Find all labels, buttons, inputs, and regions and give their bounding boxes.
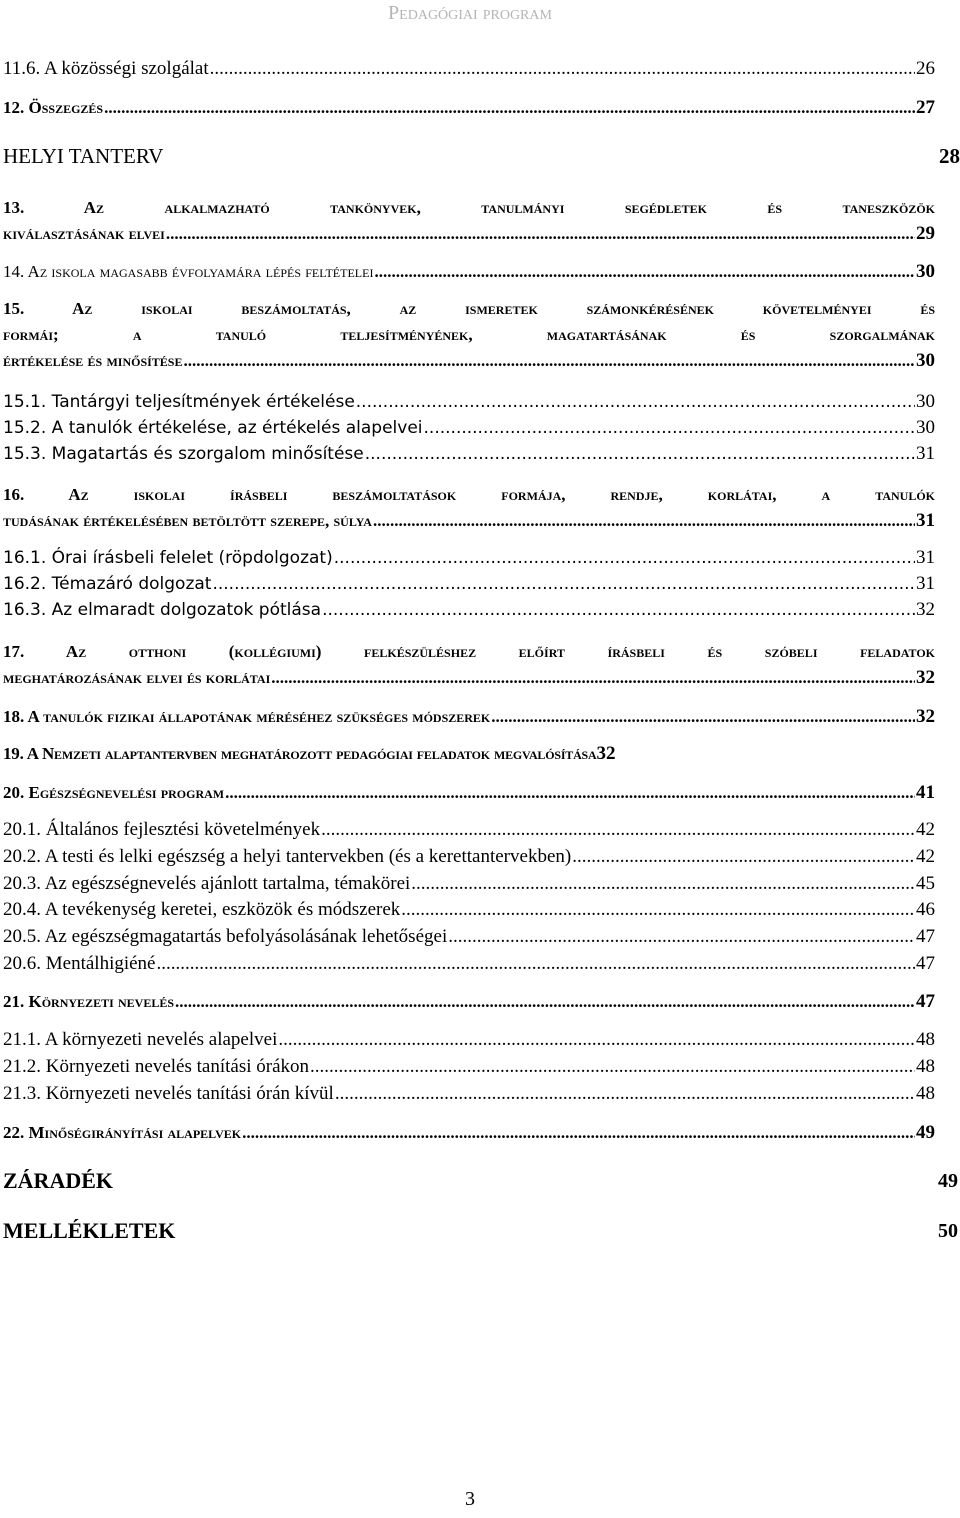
dot-leader	[491, 704, 915, 730]
toc-page: 41	[916, 782, 935, 803]
toc-page: 28	[939, 144, 960, 168]
page-number: 3	[465, 1488, 475, 1510]
toc-entry[interactable]	[3, 1218, 958, 1244]
toc-label-line: formái; a tanuló teljesítményének, magatartásának és szorgalmának	[3, 325, 935, 344]
toc-label: 21.1. A környezeti nevelés alapelvei	[3, 1029, 278, 1050]
toc-page: 30	[916, 417, 935, 438]
toc-entry[interactable]	[3, 924, 935, 950]
dot-leader	[334, 545, 915, 571]
toc-page: 30	[916, 350, 935, 371]
toc-entry[interactable]	[3, 259, 935, 285]
toc-entry[interactable]	[3, 1168, 958, 1194]
toc-page: 46	[916, 899, 935, 920]
toc-entry[interactable]	[3, 989, 935, 1015]
dot-leader	[373, 508, 915, 534]
toc-label: 11.6. A közösségi szolgálat	[3, 58, 209, 79]
toc-page: 32	[916, 667, 935, 688]
toc-page: 42	[916, 846, 935, 867]
toc-label: 20.1. Általános fejlesztési követelmények	[3, 819, 321, 840]
toc-page: 26	[916, 58, 935, 79]
toc-page: 27	[916, 97, 935, 118]
toc-label: 15.3. Magatartás és szorgalom minősítése	[3, 444, 364, 464]
toc-page: 48	[916, 1083, 935, 1104]
toc-entry[interactable]	[3, 951, 935, 977]
dot-leader	[166, 221, 915, 247]
toc-page: 48	[916, 1029, 935, 1050]
toc-label: 20. Egészségnevelési program	[3, 783, 225, 802]
dot-leader	[183, 348, 915, 374]
toc-label-line: meghatározásának elvei és korlátai	[3, 668, 271, 687]
toc-label: 20.4. A tevékenység keretei, eszközök és módszerek	[3, 899, 401, 920]
dot-leader	[411, 871, 915, 897]
dot-leader	[242, 1120, 915, 1146]
dot-leader	[210, 56, 915, 82]
toc-entry[interactable]	[3, 871, 935, 897]
toc-entry[interactable]	[3, 296, 935, 374]
dot-leader	[374, 259, 915, 285]
toc-label: 15.2. A tanulók értékelése, az értékelés alapelvei	[3, 418, 423, 438]
toc-page: 48	[916, 1056, 935, 1077]
toc-label: HELYI TANTERV	[3, 144, 164, 168]
toc-label: 22. Minőségirányítási alapelvek	[3, 1123, 242, 1142]
toc-page: 31	[916, 443, 935, 464]
toc-entry[interactable]	[3, 56, 935, 82]
toc-entry[interactable]	[3, 897, 935, 923]
toc-label: MELLÉKLETEK	[3, 1218, 176, 1243]
running-header: Pedagógiai program	[388, 2, 552, 24]
toc-label-line: tudásának értékelésében betöltött szerepe, súlya	[3, 511, 372, 530]
toc-page: 30	[916, 391, 935, 412]
dot-leader	[448, 924, 915, 950]
toc-entry[interactable]	[3, 597, 935, 623]
toc-label: 19. A Nemzeti alaptantervben meghatározott pedagógiai feladatok megvalósítása	[3, 744, 597, 763]
toc-page: 49	[938, 1170, 958, 1192]
toc-label: 20.5. Az egészségmagatartás befolyásolásának lehetőségei	[3, 926, 448, 947]
toc-entry[interactable]	[3, 780, 935, 806]
toc-label: 21. Környezeti nevelés	[3, 992, 175, 1011]
dot-leader	[401, 897, 915, 923]
dot-leader	[365, 441, 915, 467]
toc-label: 21.2. Környezeti nevelés tanítási órákon	[3, 1056, 310, 1077]
toc-entry[interactable]	[3, 1081, 935, 1107]
toc-label: 20.6. Mentálhigiéné	[3, 953, 156, 974]
toc-label: 16.1. Órai írásbeli felelet (röpdolgozat)	[3, 548, 333, 568]
toc-label: 16.3. Az elmaradt dolgozatok pótlása	[3, 600, 322, 620]
toc-page: 30	[916, 261, 935, 282]
toc-page: 49	[916, 1122, 935, 1143]
dot-leader	[356, 389, 915, 415]
toc-page: 32	[596, 743, 616, 764]
toc-entry[interactable]	[3, 95, 935, 121]
toc-entry[interactable]	[3, 143, 960, 169]
dot-leader	[212, 571, 915, 597]
dot-leader	[157, 951, 916, 977]
dot-leader	[278, 1027, 915, 1053]
toc-label-line: 17. Az otthoni (kollégiumi) felkészüléshez előírt írásbeli és szóbeli feladatok	[3, 642, 935, 661]
toc-entry[interactable]	[3, 441, 935, 467]
toc-entry[interactable]	[3, 482, 935, 534]
toc-page: 31	[916, 547, 935, 568]
dot-leader	[225, 780, 915, 806]
toc-label-line: 15. Az iskolai beszámoltatás, az ismeretek számonkérésének követelményei és	[3, 299, 935, 318]
toc-page: 42	[916, 819, 935, 840]
dot-leader	[104, 95, 915, 121]
toc-page: 50	[938, 1220, 958, 1242]
dot-leader	[175, 989, 915, 1015]
toc-label: 14. Az iskola magasabb évfolyamára lépés feltételei	[3, 262, 374, 281]
toc-page: 47	[916, 926, 935, 947]
toc-entry[interactable]	[3, 545, 935, 571]
toc-entry[interactable]	[3, 389, 935, 415]
toc-entry[interactable]	[3, 415, 935, 441]
toc-entry[interactable]	[3, 817, 935, 843]
toc-label: 20.3. Az egészségnevelés ajánlott tartalma, témakörei	[3, 873, 411, 894]
toc-entry[interactable]	[3, 1054, 935, 1080]
dot-leader	[271, 665, 915, 691]
toc-label-line: értékelése és minősítése	[3, 351, 183, 370]
dot-leader	[424, 415, 915, 441]
toc-entry[interactable]	[3, 741, 955, 767]
toc-page: 31	[916, 573, 935, 594]
dot-leader	[321, 817, 915, 843]
toc-label-line: 16. Az iskolai írásbeli beszámoltatások formája, rendje, korlátai, a tanulók	[3, 485, 935, 504]
toc-page: 32	[916, 706, 935, 727]
toc-page: 47	[916, 991, 935, 1012]
toc-entry[interactable]	[3, 1027, 935, 1053]
toc-label: 16.2. Témazáró dolgozat	[3, 574, 212, 594]
dot-leader	[322, 597, 915, 623]
toc-entry[interactable]	[3, 704, 935, 730]
toc-page: 47	[916, 953, 935, 974]
toc-page: 32	[916, 599, 935, 620]
toc-entry[interactable]	[3, 844, 935, 870]
toc-page: 29	[916, 223, 935, 244]
toc-entry[interactable]	[3, 571, 935, 597]
toc-label: 12. Összegzés	[3, 98, 104, 117]
toc-page: 45	[916, 873, 935, 894]
dot-leader	[572, 844, 915, 870]
toc-label: 15.1. Tantárgyi teljesítmények értékelése	[3, 392, 355, 412]
toc-label: 18. A tanulók fizikai állapotának méréséhez szükséges módszerek	[3, 707, 491, 726]
dot-leader	[310, 1054, 915, 1080]
toc-label-line: kiválasztásának elvei	[3, 224, 165, 243]
toc-label: 21.3. Környezeti nevelés tanítási órán kívül	[3, 1083, 334, 1104]
toc-label: ZÁRADÉK	[3, 1168, 114, 1193]
toc-label: 20.2. A testi és lelki egészség a helyi tantervekben (és a kerettantervekben)	[3, 846, 572, 867]
toc-label-line: 13. Az alkalmazható tankönyvek, tanulmányi segédletek és taneszközök	[3, 198, 935, 217]
toc-page: 31	[916, 510, 935, 531]
toc-entry[interactable]	[3, 195, 935, 247]
toc-entry[interactable]	[3, 1120, 935, 1146]
toc-entry[interactable]	[3, 639, 935, 691]
dot-leader	[335, 1081, 915, 1107]
